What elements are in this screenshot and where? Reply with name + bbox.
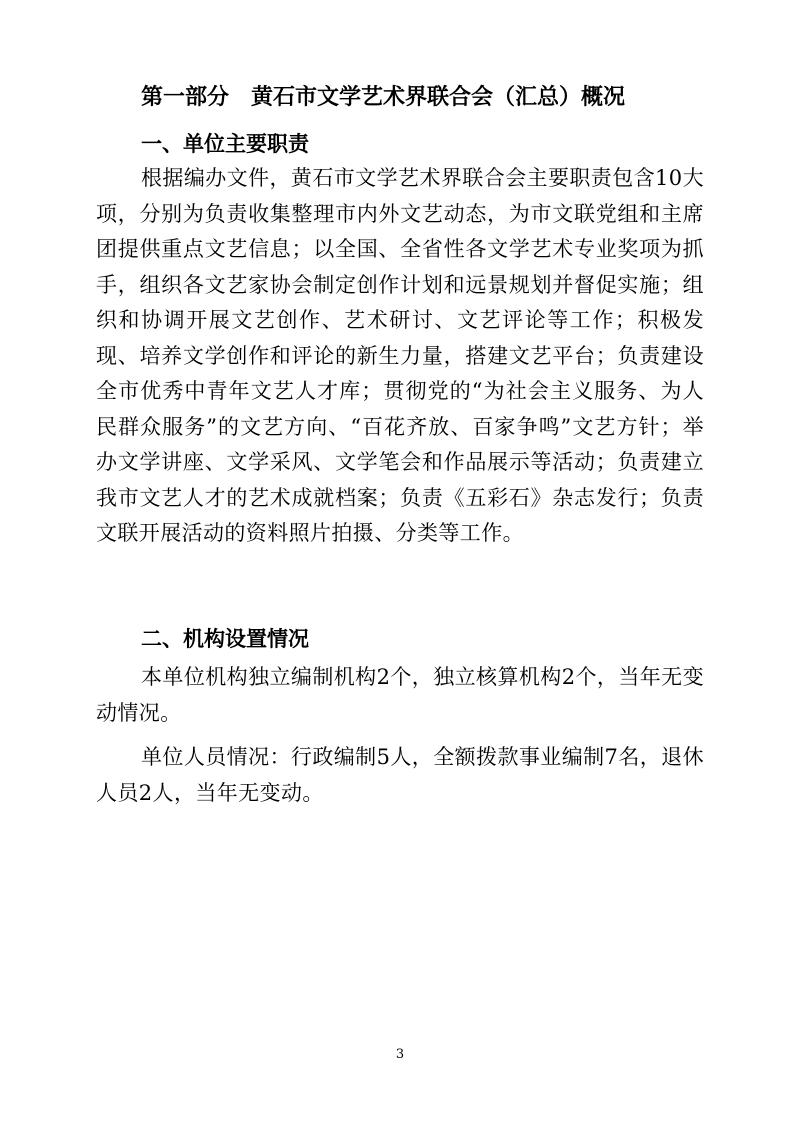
document-title: 第一部分 黄石市文学艺术界联合会（汇总）概况 [141,85,626,110]
section-heading-duties: 一、单位主要职责 [141,132,309,156]
section-heading-organization: 二、机构设置情况 [141,627,309,651]
page-number: 3 [395,1047,405,1062]
organization-paragraph: 本单位机构独立编制机构2个，独立核算机构2个，当年无变动情况。 [96,665,704,725]
staff-paragraph: 单位人员情况：行政编制5人，全额拨款事业编制7名，退休人员2人，当年无变动。 [96,745,704,805]
duties-paragraph: 根据编办文件，黄石市文学艺术界联合会主要职责包含10大项，分别为负责收集整理市内外文艺动态，为市文联党组和主席团提供重点文艺信息；以全国、全省性各文学艺术专业奖项为抓手，组织各文艺家协会制定创作计划和远景规划并督促实施；组织和协调开展文艺创作、艺术研讨、文艺评论等工作；积极发现、培养文学创作和评论的新生力量，搭建文艺平台；负责建设全市优秀中青年文艺人才库；贯彻党的“为社会主义服务、为人民群众服务”的文艺方向、“百花齐放、百家争鸣”文艺方针；举办文学讲座、文学采风、文学笔会和作品展示等活动；负责建立我市文艺人才的艺术成就档案；负责《五彩石》杂志发行；负责文联开展活动的资料照片拍摄、分类等工作。 [96,166,704,545]
